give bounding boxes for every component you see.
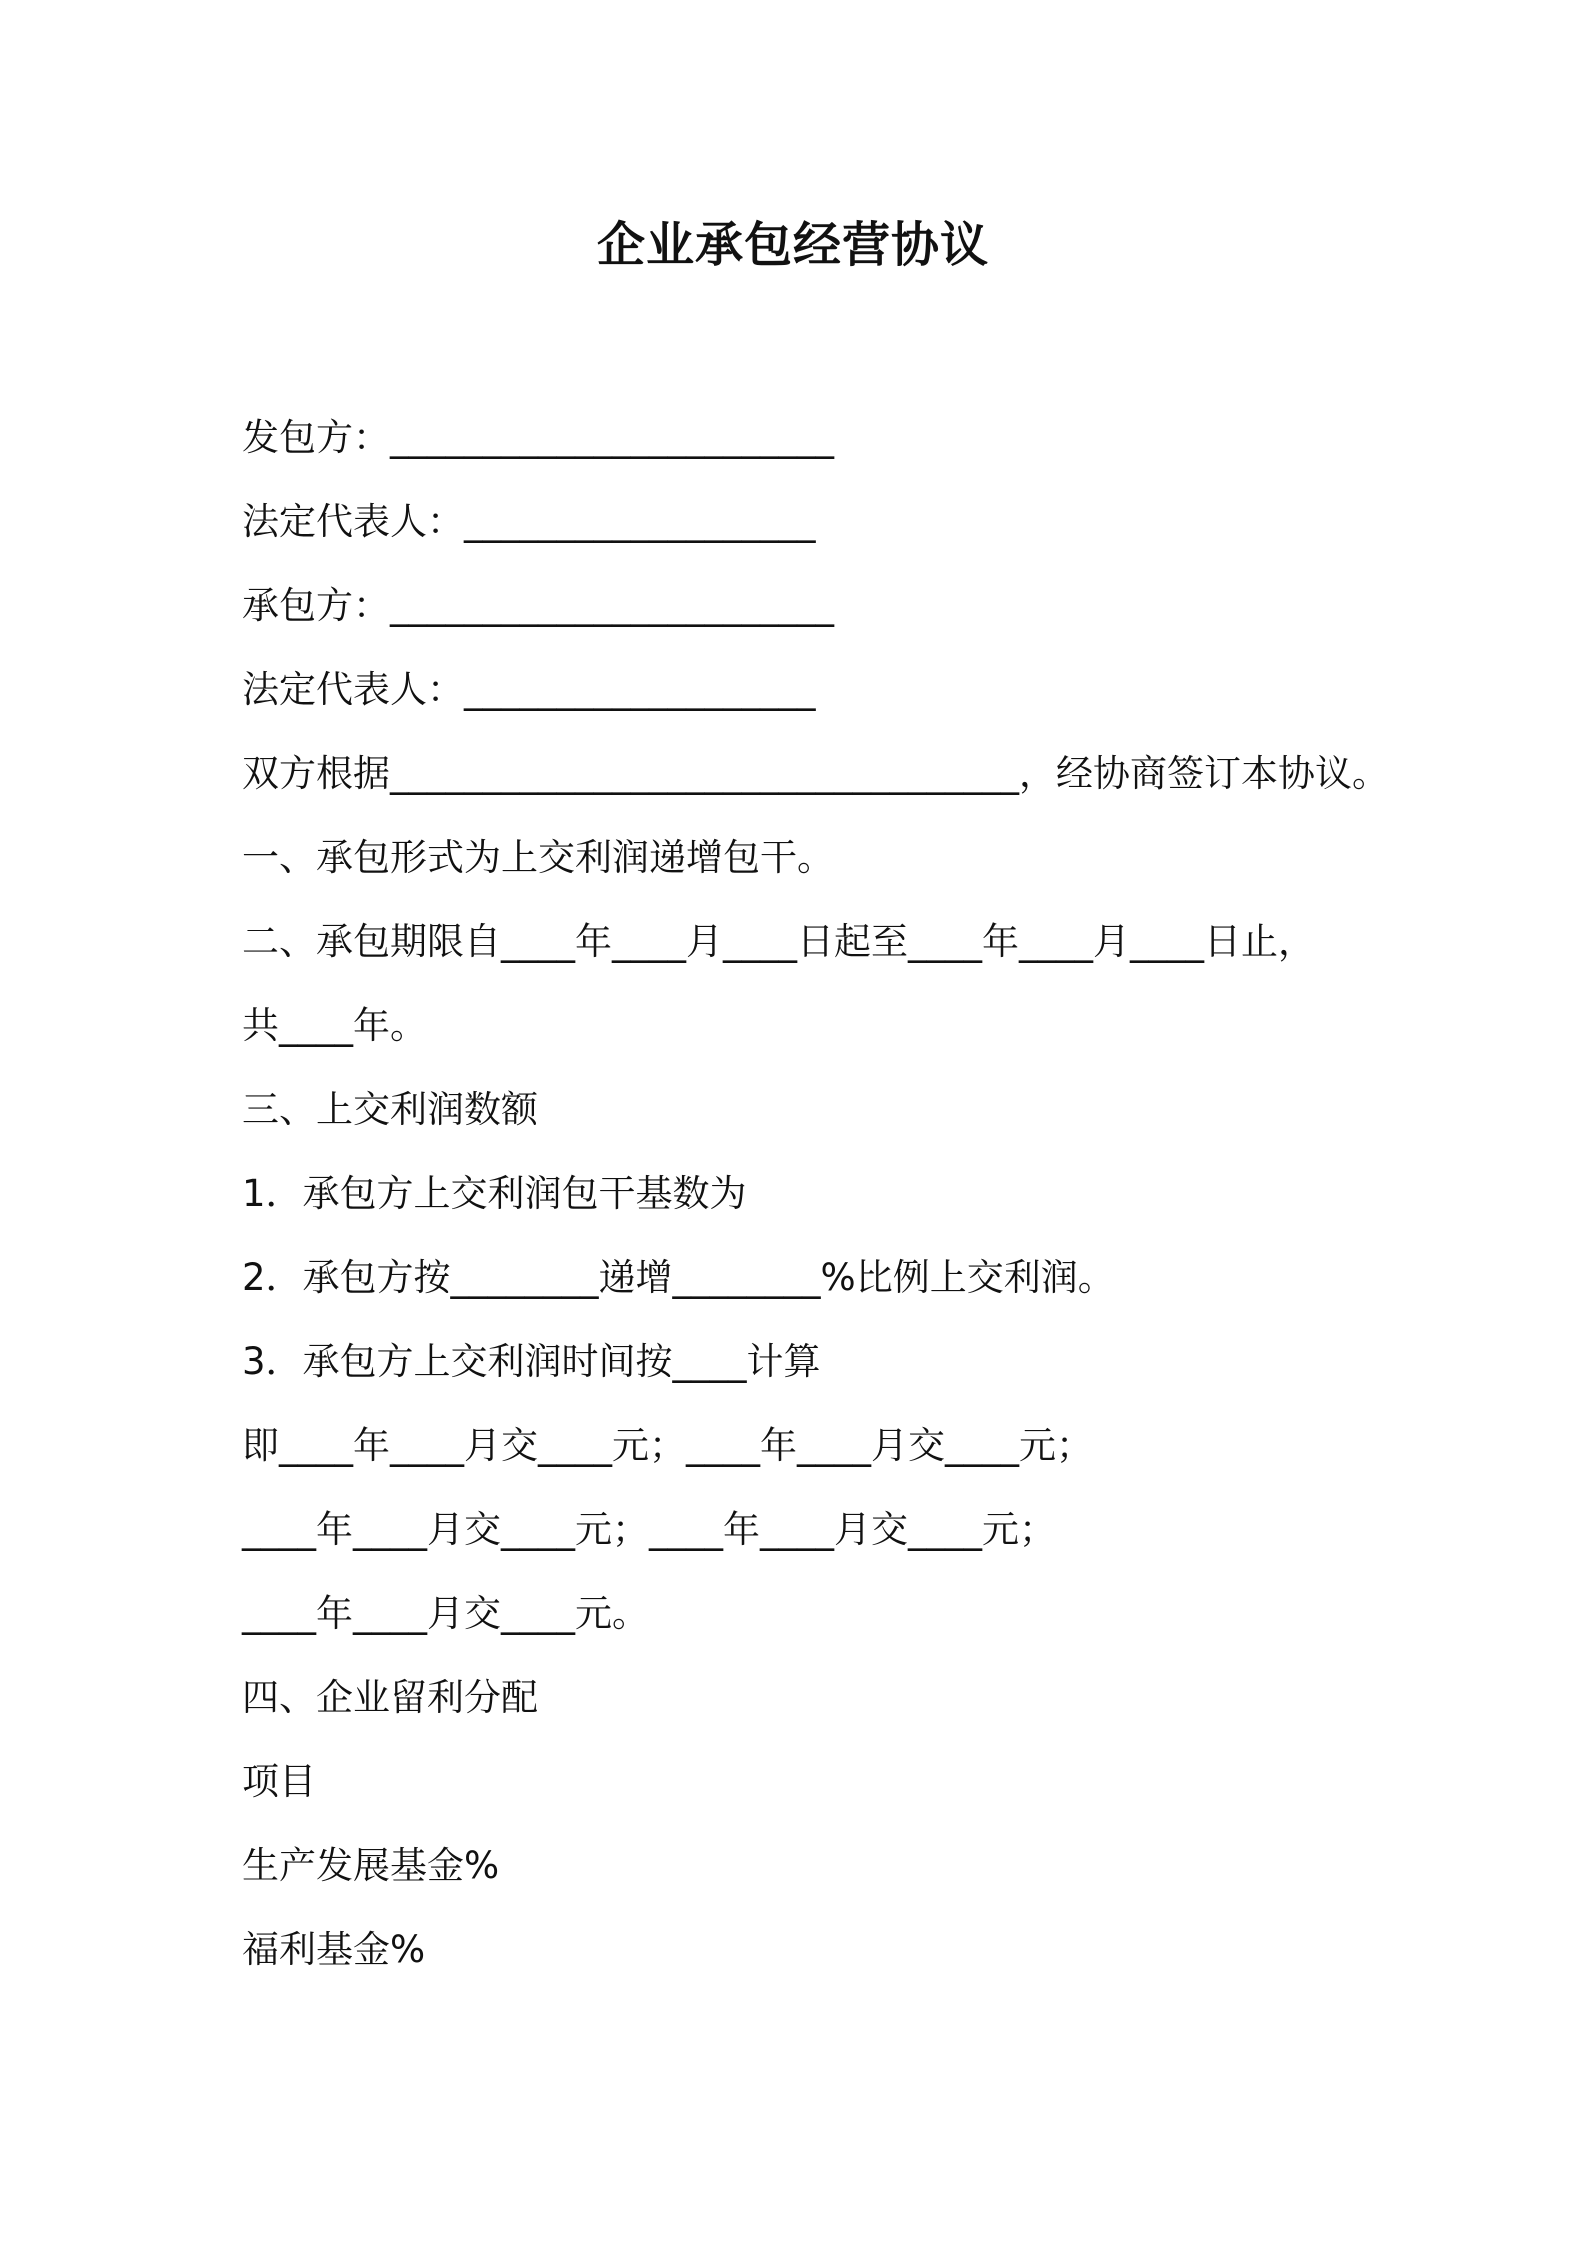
basis-line: 双方根据__________________________________，经协商签订本协议。 xyxy=(242,752,1389,795)
document-title: 企业承包经营协议 xyxy=(596,217,989,273)
document-body xyxy=(242,408,1422,2004)
issuer-representative-line: 法定代表人：___________________ xyxy=(242,500,816,543)
issuer-line: 发包方：________________________ xyxy=(242,416,834,459)
clause-2: 二、承包期限自____年____月____日起至____年____月____日止， xyxy=(242,920,1315,963)
allocation-item-header: 项目 xyxy=(242,1760,316,1803)
contractor-line: 承包方：________________________ xyxy=(242,584,834,627)
contractor-representative-line: 法定代表人：___________________ xyxy=(242,668,816,711)
production-fund-line: 生产发展基金% xyxy=(242,1844,500,1887)
clause-3-heading: 三、上交利润数额 xyxy=(242,1088,538,1131)
payment-schedule-line-1: 即____年____月交____元；____年____月交____元； xyxy=(242,1424,1093,1467)
clause-4-heading: 四、企业留利分配 xyxy=(242,1676,538,1719)
clause-2-duration: 共____年。 xyxy=(242,1004,427,1047)
clause-1: 一、承包形式为上交利润递增包干。 xyxy=(242,836,834,879)
welfare-fund-line: 福利基金% xyxy=(242,1928,426,1971)
clause-3-item-2: 2．承包方按________递增________%比例上交利润。 xyxy=(242,1256,1115,1299)
payment-schedule-line-3: ____年____月交____元。 xyxy=(242,1592,649,1635)
clause-3-item-1: 1．承包方上交利润包干基数为 xyxy=(242,1172,747,1215)
payment-schedule-line-2: ____年____月交____元；____年____月交____元； xyxy=(242,1508,1056,1551)
clause-3-item-3: 3．承包方上交利润时间按____计算 xyxy=(242,1340,821,1383)
